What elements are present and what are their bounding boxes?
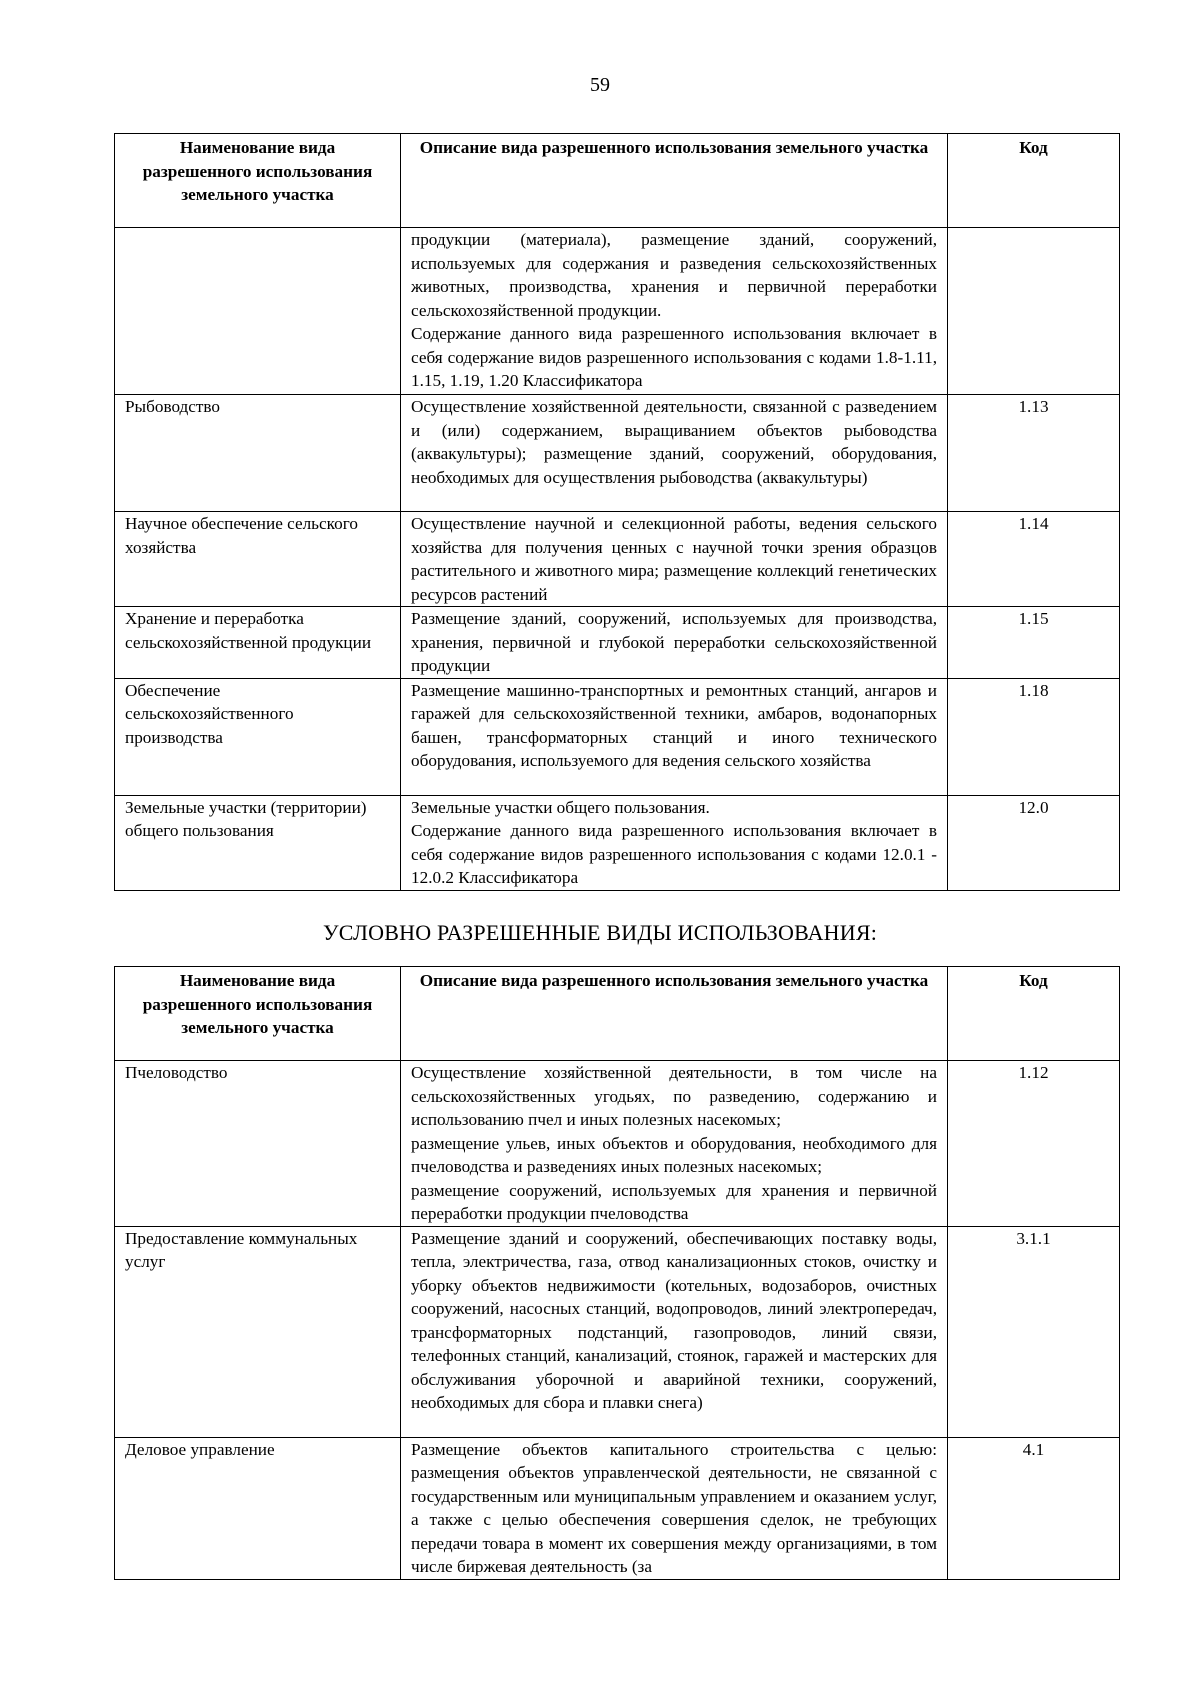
table-row [115,1226,1120,1437]
header-name: Наименование вида разрешенного использования земельного участка [115,134,401,228]
description-paragraph: размещение сооружений, используемых для хранения и первичной переработки продукции пчеловодства [411,1180,937,1223]
row-code [948,228,1120,395]
header-code: Код [948,967,1120,1061]
conditionally-permitted-uses-table [114,966,1120,1580]
row-description [401,1226,948,1437]
row-name: Хранение и переработка сельскохозяйственной продукции [115,607,401,679]
description-paragraph: Осуществление научной и селекционной работы, ведения сельского хозяйства для получения ценных с научной точки зрения образцов растительного и животного мира; размещение коллекций генетических ресурсов растений [411,514,937,604]
description-paragraph: Размещение зданий, сооружений, используемых для производства, хранения, первичной и глубокой переработки сельскохозяйственной продукции [411,609,937,675]
row-description [401,607,948,679]
row-description [401,1437,948,1579]
table-header-row [115,134,1120,228]
row-name: Обеспечение сельскохозяйственного производства [115,678,401,795]
description-paragraph: размещение ульев, иных объектов и оборудования, необходимого для пчеловодства и разведениях иных полезных насекомых; [411,1133,937,1176]
row-code: 1.18 [948,678,1120,795]
row-name: Деловое управление [115,1437,401,1579]
header-description: Описание вида разрешенного использования земельного участка [401,134,948,228]
row-code: 1.12 [948,1061,1120,1227]
table-row [115,1437,1120,1579]
row-description [401,512,948,607]
header-code: Код [948,134,1120,228]
row-code: 3.1.1 [948,1226,1120,1437]
description-paragraph: Осуществление хозяйственной деятельности, в том числе на сельскохозяйственных угодьях, по разведению, содержанию и использованию пчел и иных полезных насекомых; [411,1063,937,1129]
description-paragraph: Размещение зданий и сооружений, обеспечивающих поставку воды, тепла, электричества, газа, отвод канализационных стоков, очистку и уборку объектов недвижимости (котельных, водозаборов, очистных сооружений, насосных станций, водопроводов, линий электропередач, трансформаторных подстанций, газопроводов, линий связи, телефонных станций, канализаций, стоянок, гаражей и мастерских для обслуживания уборочной и аварийной техники, сооружений, необходимых для сбора и плавки снега) [411,1228,937,1412]
row-description [401,1061,948,1227]
description-paragraph: Содержание данного вида разрешенного использования включает в себя содержание видов разрешенного использования с кодами 12.0.1 - 12.0.2 Классификатора [411,821,937,887]
page-number: 59 [590,74,610,96]
row-description [401,395,948,512]
description-paragraph: Размещение машинно-транспортных и ремонтных станций, ангаров и гаражей для сельскохозяйственной техники, амбаров, водонапорных башен, трансформаторных станций и иного технического оборудования, используемого для ведения сельского хозяйства [411,680,937,770]
description-paragraph: Размещение объектов капитального строительства с целью: размещения объектов управленческой деятельности, не связанной с государственным или муниципальным управлением и оказанием услуг, а также с целью обеспечения совершения сделок, не требующих передачи товара в момент их совершения между организациями, в том числе биржевая деятельность (за [411,1439,937,1576]
row-code: 4.1 [948,1437,1120,1579]
row-description [401,795,948,890]
row-name [115,228,401,395]
row-code: 12.0 [948,795,1120,890]
description-paragraph: Содержание данного вида разрешенного использования включает в себя содержание видов разрешенного использования с кодами 1.8-1.11, 1.15, 1.19, 1.20 Классификатора [411,324,937,390]
section-title: УСЛОВНО РАЗРЕШЕННЫЕ ВИДЫ ИСПОЛЬЗОВАНИЯ: [322,920,878,945]
row-description [401,678,948,795]
row-name: Предоставление коммунальных услуг [115,1226,401,1437]
table-row [115,512,1120,607]
table-row [115,678,1120,795]
table-row [115,795,1120,890]
row-name: Пчеловодство [115,1061,401,1227]
header-description: Описание вида разрешенного использования земельного участка [401,967,948,1061]
header-name: Наименование вида разрешенного использования земельного участка [115,967,401,1061]
table-row [115,228,1120,395]
table-row [115,607,1120,679]
table-row [115,395,1120,512]
row-code: 1.15 [948,607,1120,679]
row-code: 1.13 [948,395,1120,512]
table-header-row [115,967,1120,1061]
table-row [115,1061,1120,1227]
row-description [401,228,948,395]
description-paragraph: Осуществление хозяйственной деятельности, связанной с разведением и (или) содержанием, выращиванием объектов рыбоводства (аквакультуры); размещение зданий, сооружений, оборудования, необходимых для осуществления рыбоводства (аквакультуры) [411,397,937,487]
permitted-uses-table [114,133,1120,891]
description-paragraph: продукции (материала), размещение зданий, сооружений, используемых для содержания и разведения сельскохозяйственных животных, производства, хранения и первичной переработки сельскохозяйственной продукции. [411,230,937,320]
row-name: Рыбоводство [115,395,401,512]
description-paragraph: Земельные участки общего пользования. [411,797,710,817]
row-name: Земельные участки (территории) общего пользования [115,795,401,890]
row-name: Научное обеспечение сельского хозяйства [115,512,401,607]
row-code: 1.14 [948,512,1120,607]
